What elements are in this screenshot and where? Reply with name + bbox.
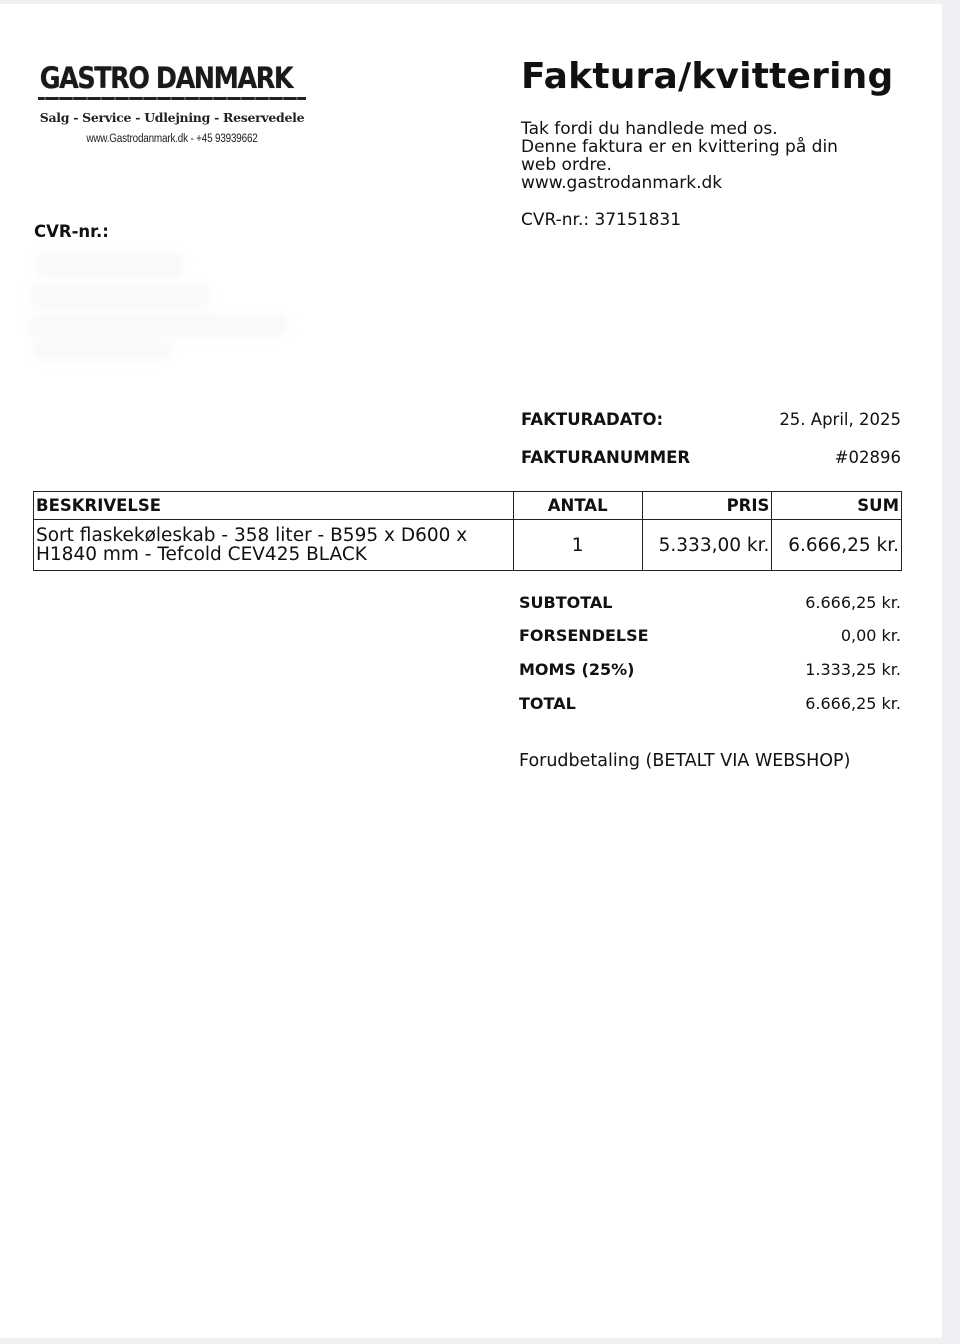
header-sum: SUM — [772, 492, 902, 520]
total-value: 6.666,25 kr. — [805, 694, 901, 713]
item-description-line: H1840 mm - Tefcold CEV425 BLACK — [36, 544, 367, 565]
header-description: BESKRIVELSE — [34, 492, 514, 520]
company-logo — [36, 62, 308, 145]
subtotal-row — [519, 593, 901, 612]
payment-method: Forudbetaling (BETALT VIA WEBSHOP) — [519, 751, 851, 771]
subtotal-label: SUBTOTAL — [519, 593, 613, 612]
shipping-value: 0,00 kr. — [840, 626, 901, 645]
line-items-table — [33, 491, 902, 571]
item-description — [34, 520, 514, 571]
logo-contact: www.Gastrodanmark.dk - +45 93939662 — [86, 133, 258, 145]
total-label: TOTAL — [519, 694, 576, 713]
thanks-line: Tak fordi du handlede med os. — [521, 119, 778, 139]
table-row — [34, 520, 902, 571]
logo-title: GASTRO DANMARK — [39, 62, 293, 96]
thanks-line: web ordre. — [521, 155, 612, 175]
invoice-number-label: FAKTURANUMMER — [521, 448, 691, 467]
customer-cvr-label: CVR-nr.: — [34, 222, 109, 241]
subtotal-value: 6.666,25 kr. — [805, 593, 901, 612]
item-description-line: Sort flaskekøleskab - 358 liter - B595 x D600 x — [36, 525, 468, 546]
invoice-date-label: FAKTURADATO: — [521, 410, 664, 429]
invoice-number-row — [521, 448, 901, 467]
invoice-number-value: #02896 — [834, 448, 901, 467]
invoice-date-value: 25. April, 2025 — [779, 410, 901, 429]
vat-value: 1.333,25 kr. — [805, 660, 901, 679]
item-quantity: 1 — [513, 520, 642, 571]
vat-label: MOMS (25%) — [519, 660, 635, 679]
thanks-line: Denne faktura er en kvittering på din — [521, 137, 838, 157]
shipping-label: FORSENDELSE — [519, 626, 649, 645]
item-price: 5.333,00 kr. — [642, 520, 772, 571]
logo-divider — [38, 97, 306, 100]
invoice-sheet — [0, 4, 942, 1338]
header-price: PRIS — [642, 492, 772, 520]
vat-row — [519, 660, 901, 679]
seller-cvr: CVR-nr.: 37151831 — [521, 210, 682, 230]
shipping-row — [519, 626, 901, 645]
logo-tagline: Salg - Service - Udlejning - Reservedele — [39, 110, 305, 125]
invoice-date-row — [521, 410, 901, 429]
thank-you-message — [521, 120, 921, 192]
customer-address-redacted — [24, 244, 294, 364]
document-title: Faktura/kvittering — [521, 56, 894, 97]
website-link[interactable]: www.gastrodanmark.dk — [521, 173, 723, 193]
total-row — [519, 694, 901, 713]
table-header-row — [34, 492, 902, 520]
header-quantity: ANTAL — [513, 492, 642, 520]
item-sum: 6.666,25 kr. — [772, 520, 902, 571]
